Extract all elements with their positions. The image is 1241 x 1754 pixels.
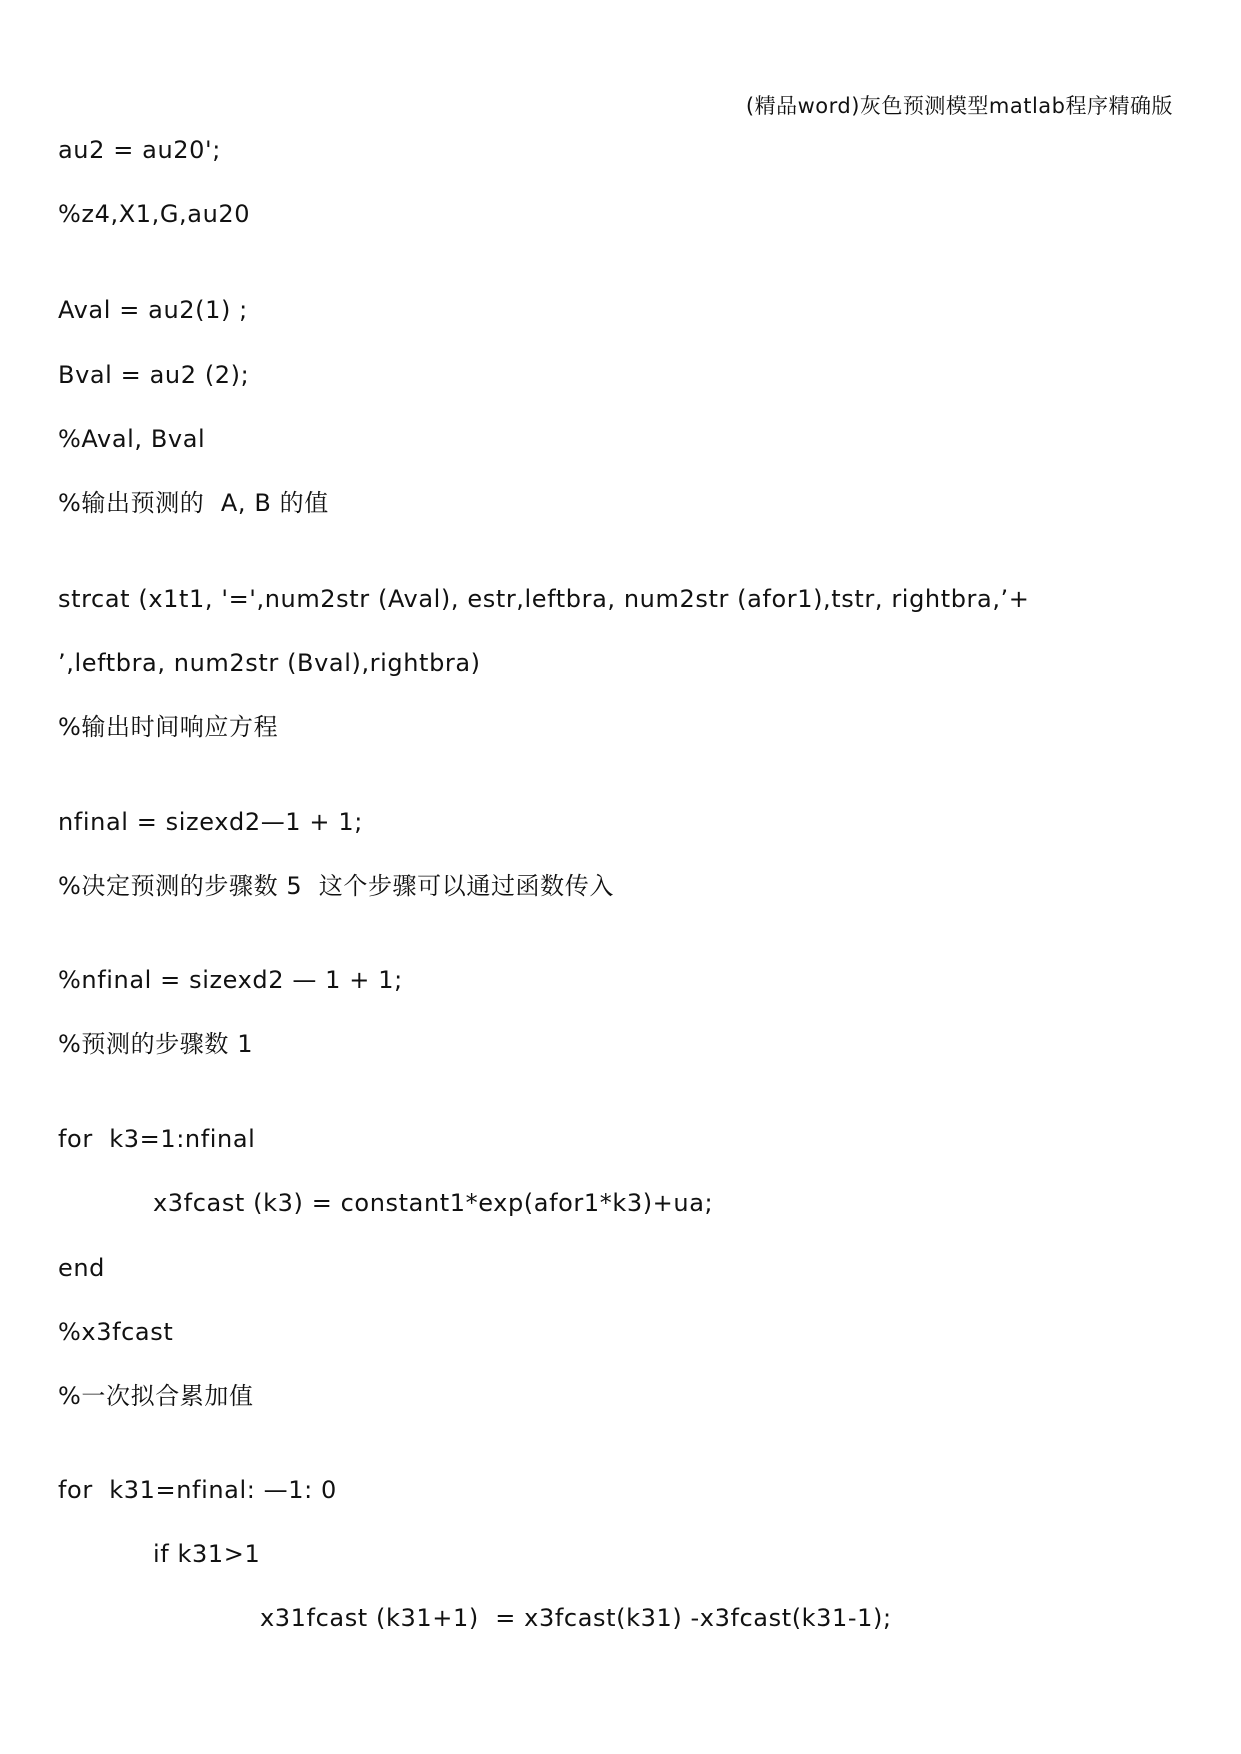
code-line: %x3fcast	[58, 1318, 174, 1346]
code-line: Aval = au2(1) ;	[58, 296, 248, 324]
code-line: strcat (x1t1, '=',num2str (Aval), estr,leftbra, num2str (afor1),tstr, rightbra,’+	[58, 585, 1030, 613]
code-line: x3fcast (k3) = constant1*exp(afor1*k3)+ua;	[153, 1189, 714, 1217]
code-line: end	[58, 1254, 106, 1282]
code-line: ’,leftbra, num2str (Bval),rightbra)	[58, 649, 481, 677]
code-line: if k31>1	[153, 1540, 261, 1568]
code-line: x31fcast (k31+1) = x3fcast(k31) -x3fcast(k31-1);	[260, 1604, 892, 1632]
code-line: %预测的步骤数 1	[58, 1030, 254, 1058]
code-line: for k3=1:nfinal	[58, 1125, 256, 1153]
page-header: (精品word)灰色预测模型matlab程序精确版	[745, 94, 1173, 118]
code-line: %nfinal = sizexd2 — 1 + 1;	[58, 966, 403, 994]
code-line: %一次拟合累加值	[58, 1382, 254, 1410]
code-line: %输出时间响应方程	[58, 713, 279, 741]
code-line: au2 = au20';	[58, 136, 221, 164]
code-line: Bval = au2 (2);	[58, 361, 250, 389]
code-line: %Aval, Bval	[58, 425, 206, 453]
code-line: %z4,X1,G,au20	[58, 200, 251, 228]
code-line: %决定预测的步骤数 5 这个步骤可以通过函数传入	[58, 872, 614, 900]
code-line: nfinal = sizexd2—1 + 1;	[58, 808, 363, 836]
code-line: for k31=nfinal: —1: 0	[58, 1476, 337, 1504]
code-line: %输出预测的 A, B 的值	[58, 489, 329, 517]
